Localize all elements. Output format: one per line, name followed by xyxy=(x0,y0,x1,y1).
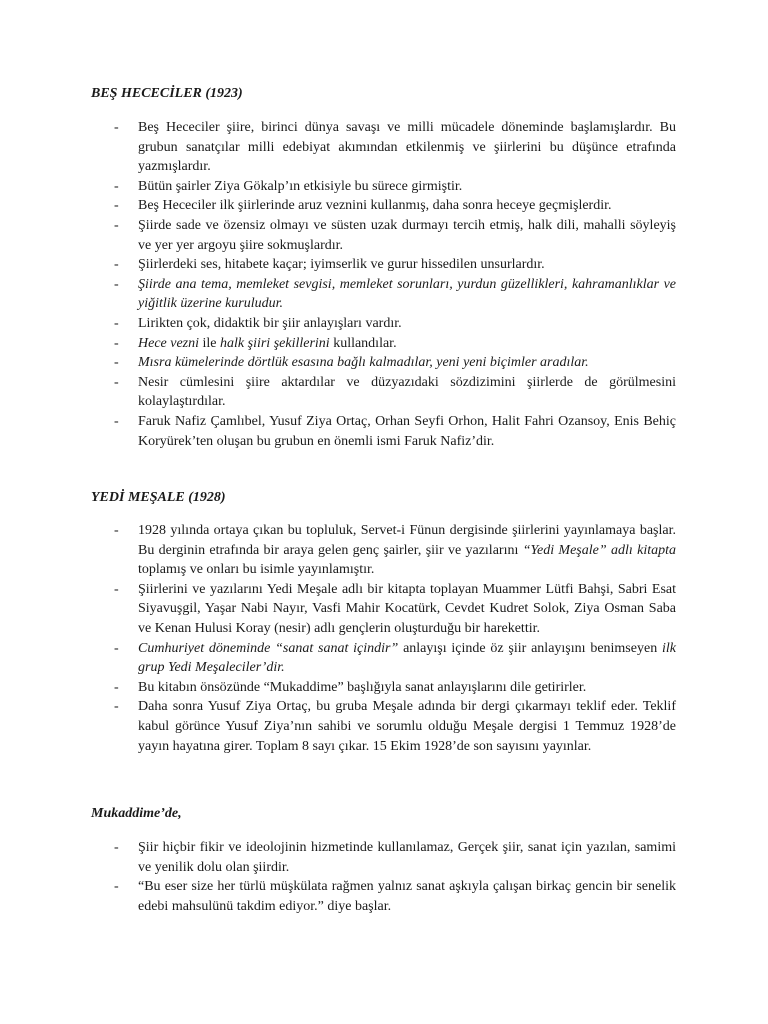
text-run: ilk grup Yedi Meşaleciler’dir. xyxy=(138,640,676,676)
section-list-bes-hececiler xyxy=(0,118,768,451)
list-item xyxy=(0,255,768,275)
text-run: “Bu eser size her türlü müşkülata rağmen yalnız sanat aşkıyla çalışan birkaç gencin bir senelik edebi mahsulünü takdim ediyor.” diye başlar. xyxy=(138,879,676,914)
bullet-dash: - xyxy=(114,120,119,135)
text-run: Lirikten çok, didaktik bir şiir anlayışları vardır. xyxy=(138,315,402,331)
text-run: Şiirlerini ve yazılarını Yedi Meşale adlı bir kitapta toplayan Muammer Lütfi Bahşi, Sabri Esat Siyavuşgil, Yaşar Nabi Nayır, Vasfi Mahir Kocatürk, Cevdet Kudret Solok, Ziya Osman Saba ve Kenan Hulusi Koray (nesir) adlı gençlerin oluşturduğu bir harekettir. xyxy=(138,581,676,636)
bullet-dash: - xyxy=(114,413,119,429)
list-item xyxy=(0,353,768,373)
bullet-dash: - xyxy=(114,679,119,695)
list-item xyxy=(0,412,768,451)
text-run: ile xyxy=(199,335,221,351)
list-item-text xyxy=(138,314,676,334)
section-heading-mukaddime: Mukaddime’de, xyxy=(91,806,182,821)
bullet-dash: - xyxy=(114,198,119,214)
section-list-yedi-mesale xyxy=(0,521,768,756)
bullet-dash: - xyxy=(114,879,119,895)
list-item-text xyxy=(138,118,676,177)
bullet-dash: - xyxy=(114,276,119,292)
list-item-text xyxy=(138,521,676,580)
list-item xyxy=(0,334,768,354)
text-run: Şiir hiçbir fikir ve ideolojinin hizmetinde kullanılamaz, Gerçek şiir, sanat için yazılan, samimi ve yenilik dolu olan şiirdir. xyxy=(138,840,676,875)
text-run: 1928 yılında ortaya çıkan bu topluluk, Servet-i Fünun dergisinde şiirlerini yayınlamaya başlar. Bu derginin etrafında bir araya gelen genç şairler, şiir ve yazılarını xyxy=(138,523,676,558)
text-run: Beş Hececiler ilk şiirlerinde aruz veznini kullanmış, daha sonra heceye geçmişlerdir. xyxy=(138,198,612,214)
list-item-text xyxy=(138,177,676,197)
list-item xyxy=(0,118,768,177)
bullet-dash: - xyxy=(114,840,119,855)
bullet-dash: - xyxy=(114,374,119,390)
text-run: Hece vezni xyxy=(138,335,200,351)
bullet-dash: - xyxy=(114,699,119,715)
list-item xyxy=(0,877,768,916)
text-run: Nesir cümlesini şiire aktardılar ve düzyazıdaki sözdizimini şiirlerde de görülmesini kolaylaştırdılar. xyxy=(138,374,676,410)
text-run: Cumhuriyet döneminde “sanat sanat içindir” xyxy=(138,640,399,656)
list-item-text xyxy=(138,353,676,373)
list-item xyxy=(0,177,768,197)
text-run: Daha sonra Yusuf Ziya Ortaç, bu gruba Meşale adında bir dergi çıkarmayı teklif eder. Teklif kabul görünce Yusuf Ziya’nın sahibi ve sorumlu olduğu Meşale dergisi 1 Temmuz 1928’de yayın hayatına girer. Toplam 8 sayı çıkar. 15 Ekim 1928’de son sayısını yayınlar. xyxy=(138,699,676,754)
list-item-text xyxy=(138,334,676,354)
text-run: toplamış ve onları bu isimle yayınlamıştır. xyxy=(138,562,375,578)
text-run: “Yedi Meşale” adlı kitapta xyxy=(522,542,676,558)
list-item xyxy=(0,275,768,314)
text-run: Bu kitabın önsözünde “Mukaddime” başlığıyla sanat anlayışlarını dile getirirler. xyxy=(138,679,587,695)
list-item xyxy=(0,216,768,255)
text-run: Şiirlerdeki ses, hitabete kaçar; iyimserlik ve gurur hissedilen unsurlardır. xyxy=(138,257,545,273)
list-item xyxy=(0,373,768,412)
list-item xyxy=(0,838,768,877)
list-item-text xyxy=(138,412,676,451)
text-run: Şiirde ana tema, memleket sevgisi, memleket sorunları, yurdun güzellikleri, kahramanlıklar ve yiğitlik üzerine kuruludur. xyxy=(138,276,676,312)
text-run: Faruk Nafiz Çamlıbel, Yusuf Ziya Ortaç, Orhan Seyfi Orhon, Halit Fahri Ozansoy, Enis Behiç Koryürek’ten oluşan bu grubun en önemli ismi Faruk Nafiz’dir. xyxy=(138,413,676,449)
list-item-text xyxy=(138,678,676,698)
bullet-dash: - xyxy=(114,581,119,597)
list-item xyxy=(0,580,768,639)
list-item-text xyxy=(138,580,676,639)
text-run: Beş Hececiler şiire, birinci dünya savaşı ve milli mücadele döneminde başlamışlardır. Bu grubun sanatçılar milli edebiyat akımından etkilenmiş ve şiirlerini bu düşünce etrafında yazmışlardır. xyxy=(138,120,676,175)
bullet-dash: - xyxy=(114,523,119,538)
list-item xyxy=(0,196,768,216)
list-item-text xyxy=(138,216,676,255)
text-run: Şiirde sade ve özensiz olmayı ve süsten uzak durmayı tercih etmiş, halk dili, mahalli söyleyiş ve yer yer argoyu şiire sokmuşlardır. xyxy=(138,217,676,253)
list-item-text xyxy=(138,639,676,678)
list-item xyxy=(0,639,768,678)
list-item xyxy=(0,314,768,334)
list-item xyxy=(0,678,768,698)
list-item-text xyxy=(138,838,676,877)
list-item-text xyxy=(138,877,676,916)
text-run: Bütün şairler Ziya Gökalp’ın etkisiyle bu sürece girmiştir. xyxy=(138,178,463,194)
text-run: Mısra kümelerinde dörtlük esasına bağlı kalmadılar, yeni yeni biçimler aradılar. xyxy=(138,355,589,371)
list-item-text xyxy=(138,697,676,756)
section-heading-bes-hececiler: BEŞ HECECİLER (1923) xyxy=(91,86,243,101)
bullet-dash: - xyxy=(114,315,119,331)
bullet-dash: - xyxy=(114,257,119,273)
bullet-dash: - xyxy=(114,178,119,194)
list-item-text xyxy=(138,373,676,412)
text-run: anlayışı içinde öz şiir anlayışını benimseyen xyxy=(398,640,662,656)
bullet-dash: - xyxy=(114,640,119,656)
bullet-dash: - xyxy=(114,217,119,233)
list-item-text xyxy=(138,255,676,275)
list-item xyxy=(0,521,768,580)
bullet-dash: - xyxy=(114,355,119,371)
list-item xyxy=(0,697,768,756)
section-list-mukaddime xyxy=(0,838,768,916)
text-run: kullandılar. xyxy=(329,335,397,351)
list-item-text xyxy=(138,275,676,314)
text-run: halk şiiri şekillerini xyxy=(220,335,330,351)
bullet-dash: - xyxy=(114,335,119,351)
list-item-text xyxy=(138,196,676,216)
section-heading-yedi-mesale: YEDİ MEŞALE (1928) xyxy=(91,490,226,505)
